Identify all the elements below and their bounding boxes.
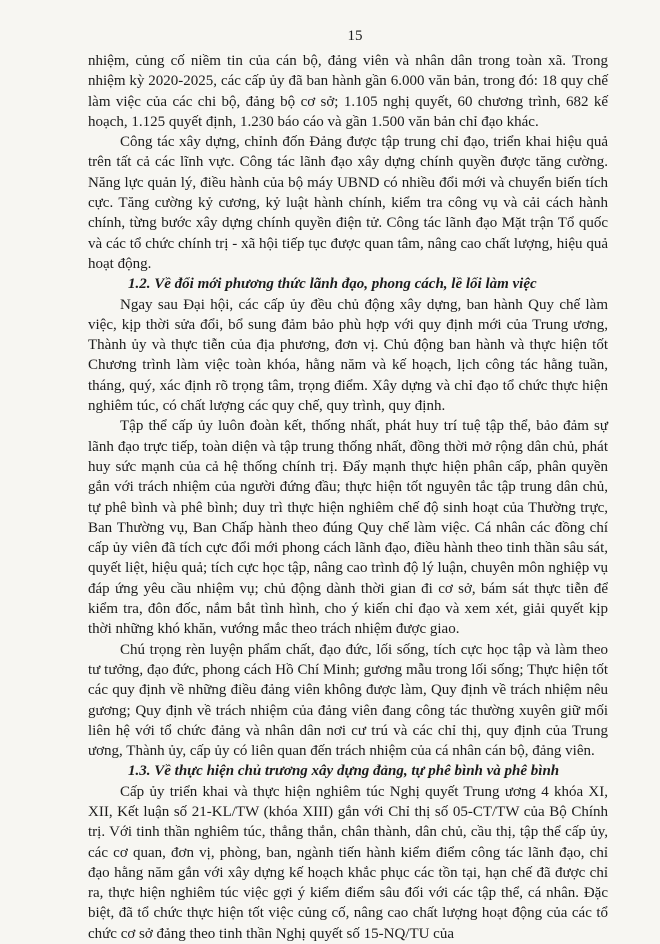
paragraph-party-building: Công tác xây dựng, chỉnh đốn Đảng được tập trung chỉ đạo, triển khai hiệu quả trên tất cả các lĩnh vực. Công tác lãnh đạo xây dựng chính quyền được tăng cường. Năng lực quản lý, điều hành của bộ máy UBND có nhiều đổi mới và chuyển biến tích cực. Tăng cường kỷ cương, kỷ luật hành chính, kiểm tra công vụ và cải cách hành chính, từng bước xây dựng chính quyền điện tử. Công tác lãnh đạo Mặt trận Tổ quốc và các tổ chức chính trị - xã hội tiếp tục được quan tâm, nâng cao chất lượng, hiệu quả hoạt động.	[88, 134, 608, 272]
page-number: 15	[347, 28, 363, 44]
paragraph-self-criticism: Cấp ủy triển khai và thực hiện nghiêm túc Nghị quyết Trung ương 4 khóa XI, XII, Kết luận số 21-KL/TW (khóa XIII) gắn với Chỉ thị số 05-CT/TW của Bộ Chính trị. Với tinh thần nghiêm túc, thẳng thắn, chân thành, dân chủ, cầu thị, tập thể cấp ủy, các cơ quan, đơn vị, phòng, ban, ngành tiến hành kiểm điểm công tác lãnh đạo, chỉ đạo hằng năm gắn với xây dựng kế hoạch khắc phục các tồn tại, hạn chế đã được chỉ ra, thực hiện nghiêm túc việc gợi ý kiểm điểm sâu đối với các tập thể, cá nhân. Đặc biệt, đã tổ chức thực hiện tốt việc củng cố, nâng cao chất lượng hoạt động của các tổ chức cơ sở đảng theo tinh thần Nghị quyết số 15-NQ/TU của	[88, 783, 608, 942]
section-heading-1-3: 1.3. Về thực hiện chủ trương xây dựng đảng, tự phê bình và phê bình	[128, 763, 560, 780]
paragraph-moral-training: Chú trọng rèn luyện phẩm chất, đạo đức, lối sống, tích cực học tập và làm theo tư tưởng, đạo đức, phong cách Hồ Chí Minh; gương mẫu trong lối sống; Thực hiện tốt các quy định về những điều đảng viên không được làm, Quy định về trách nhiệm nêu gương; Quy định về trách nhiệm của đảng viên đang công tác thường xuyên giữ mối liên hệ với tổ chức đảng và nhân dân nơi cư trú và các chỉ thị, quy định của Trung ương, Thành ủy, cấp ủy có liên quan đến trách nhiệm của cá nhân cán bộ, đảng viên.	[88, 641, 608, 760]
paragraph-collective-leadership: Tập thể cấp ủy luôn đoàn kết, thống nhất, phát huy trí tuệ tập thể, bảo đảm sự lãnh đạo trực tiếp, toàn diện và tập trung thống nhất, đồng thời mở rộng dân chủ, phát huy sức mạnh của cả hệ thống chính trị. Đẩy mạnh thực hiện phân cấp, phân quyền gắn với trách nhiệm của người đứng đầu; thực hiện tốt nguyên tắc tập trung dân chủ, tự phê bình và phê bình; duy trì thực hiện nghiêm chế độ sinh hoạt của Thường trực, Ban Thường vụ, Ban Chấp hành theo đúng Quy chế làm việc. Cá nhân các đồng chí cấp ủy viên đã tích cực đổi mới phong cách lãnh đạo, điều hành theo tinh thần sâu sát, quyết liệt, hiệu quả; tích cực học tập, nâng cao trình độ lý luận, chuyên môn nghiệp vụ đáp ứng yêu cầu nhiệm vụ; chủ động dành thời gian đi cơ sở, bám sát thực tiễn để kiểm tra, đôn đốc, nắm bắt tình hình, cho ý kiến chỉ đạo và xem xét, giải quyết kịp thời những khó khăn, vướng mắc theo trách nhiệm được giao.	[88, 418, 608, 638]
section-heading-1-2: 1.2. Về đổi mới phương thức lãnh đạo, phong cách, lề lối làm việc	[128, 276, 537, 293]
paragraph-working-regulations: Ngay sau Đại hội, các cấp ủy đều chủ động xây dựng, ban hành Quy chế làm việc, kịp thời sửa đổi, bổ sung đảm bảo phù hợp với quy định mới của Trung ương, Thành ủy và thực tiễn của địa phương, đơn vị. Chủ động ban hành và thực hiện tốt Chương trình làm việc toàn khóa, hằng năm và kế hoạch, lịch công tác hằng tuần, tháng, quý, xác định rõ trọng tâm, trọng điểm. Xây dựng và chỉ đạo tổ chức thực hiện nghiêm túc, có chất lượng các quy chế, quy trình, quy định.	[88, 296, 608, 415]
paragraph-continuation: nhiệm, củng cố niềm tin của cán bộ, đảng viên và nhân dân trong toàn xã. Trong nhiệm kỳ 2020-2025, các cấp ủy đã ban hành gần 6.000 văn bản, trong đó: 18 quy chế làm việc của các chi bộ, đảng bộ cơ sở; 1.105 nghị quyết, 60 chương trình, 682 kế hoạch, 1.125 quyết định, 1.230 báo cáo và gần 1.500 văn bản chỉ đạo khác.	[88, 53, 608, 130]
